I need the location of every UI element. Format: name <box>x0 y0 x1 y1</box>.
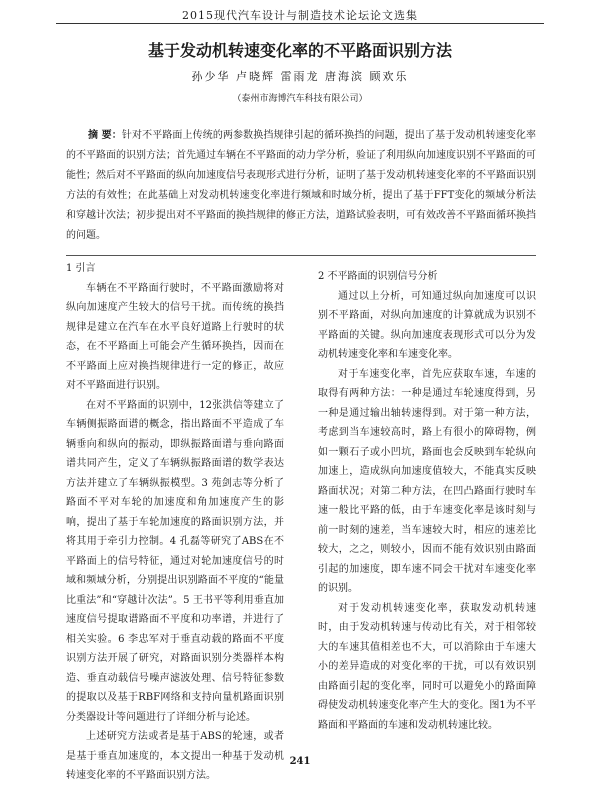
left-column <box>66 259 284 786</box>
paragraph: 对于车速变化率，首先应获取车速，车速的取得有两种方法：一种是通过车轮速度得到，另一种是通过输出轴转速得到。对于第一种方法，考虑到当车速较高时，路上有很小的障碍物，例如一颗石子或小凹坑，路面也会反映到车轮纵向加速上，造成纵向加速度值较大，不能真实反映路面状况；对第二种方法，在凹凸路面行驶时车速一般比平路的低，由于车速变化率是该时刻与前一时刻的速差，当车速较大时，相应的速差比较大，之之，则较小，因而不能有效识别由路面引起的加速度，即车速不同会干扰对车速变化率的识别。 <box>318 368 536 594</box>
section-heading-signal-analysis: 2 不平路面的识别信号分析 <box>318 271 438 282</box>
paragraph: 在对不平路面的识别中，12张洪信等建立了车辆侧振路面谱的概念，指出路面不平造成了车辆垂向和纵向的振动，即纵振路面谱与垂向路面谱共同产生，定义了车辆纵振路面谱的数学表达方法并建立了车辆纵振模型。3 苑剑志等分析了路面不平对车轮的加速度和角加速度产生的影响，提出了基于车轮加速度的路面识别方法，并将其用于牵引力控制。4 孔磊等研究了ABS在不平路面上的信号特征，通过对轮加速度信号的时域和频域分析，分别提出识别路面不平度的“能量比重法”和“穿越计次法”。5 王书平等利用垂直加速度信号提取谱路面不平度和功率谱，并进行了相关实验。6 李忠军对于垂直动载的路面不平度识别方法开展了研究，对路面识别分类器样本构造、垂直动载信号噪声滤波处理、信号特征参数的提取以及基于RBF网络和支持向量机路面识别分类器设计等问题进行了详细分析与论述。 <box>66 399 284 723</box>
authors: 孙少华 卢晓辉 雷雨龙 唐海滨 顾欢乐 <box>191 70 409 83</box>
paragraph: 上述研究方法或者是基于ABS的轮速，或者是基于垂直加速度的，本文提出一种基于发动机转速变化率的不平路面识别方法。 <box>66 731 284 781</box>
paragraph: 车辆在不平路面行驶时，不平路面激励将对纵向加速度产生较大的信号干扰。而传统的换挡规律是建立在汽车在水平良好道路上行驶时的状态，在不平路面上可能会产生循环换挡，因而在不平路面上应对换挡规律进行一定的修正，故应对不平路面进行识别。 <box>66 282 284 391</box>
right-column <box>318 259 536 735</box>
paragraph: 通过以上分析，可知通过纵向加速度可以识别不平路面，对纵向加速度的计算就成为识别不平路面的关键。纵向加速度表现形式可以分为发动机转速变化率和车速变化率。 <box>318 290 536 360</box>
abstract-label: 摘 要： <box>88 130 122 141</box>
section-divider <box>66 255 536 256</box>
section-heading-introduction: 1 引言 <box>66 263 96 274</box>
abstract <box>66 126 536 246</box>
paper-title: 基于发动机转速变化率的不平路面识别方法 <box>147 41 452 60</box>
page-number: 241 <box>289 756 311 767</box>
running-header: 2015现代汽车设计与制造技术论坛论文选集 <box>182 9 418 22</box>
affiliation: （泰州市海博汽车科技有限公司） <box>232 94 368 104</box>
abstract-text: 针对不平路面上传统的两参数换挡规律引起的循环换挡的问题，提出了基于发动机转速变化率的不平路面的识别方法；首先通过车辆在不平路面的动力学分析，验证了利用纵向加速度识别不平路面的可能性；然后对不平路面的纵向加速度信号表现形式进行分析，证明了基于发动机转速变化率的不平路面识别方法的有效性；在此基础上对发动机转速变化率进行频域和时域分析，提出了基于FFT变化的频域分析法和穿越计次法；初步提出对不平路面的换挡规律的修正方法，道路试验表明，可有效改善不平路面循环换挡的问题。 <box>66 130 537 241</box>
header-rule <box>56 23 544 24</box>
paragraph: 对于发动机转速变化率，获取发动机转速时，由于发动机转速与传动比有关，对于相邻较大的车速其值相差也不大，可以消除由于车速大小的差异造成的对变化率的干扰，可以有效识别由路面引起的变化率，同时可以避免小的路面障碍使发动机转速变化率产生大的变化。图1为不平路面和平路面的车速和发动机转速比较。 <box>318 602 536 731</box>
